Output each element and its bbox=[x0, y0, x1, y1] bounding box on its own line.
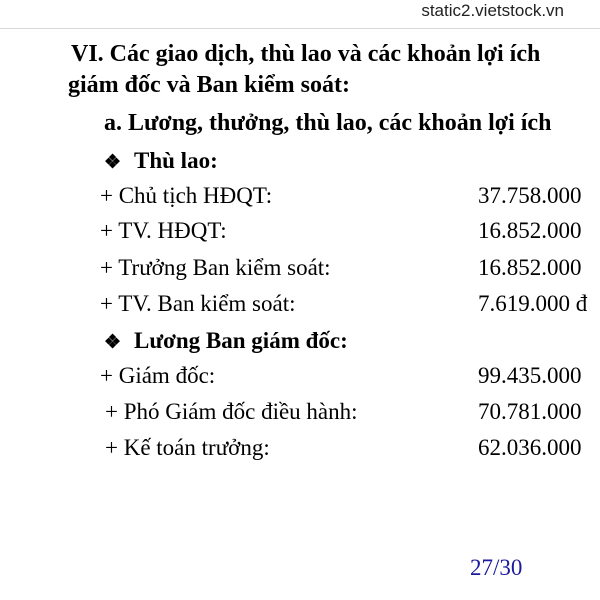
salary-row-value: 70.781.000 bbox=[478, 399, 582, 424]
subsection-title: a. Lương, thưởng, thù lao, các khoản lợi ích bbox=[104, 110, 552, 136]
remuneration-heading bbox=[104, 147, 218, 177]
section-title-line1: VI. Các giao dịch, thù lao và các khoản lợi ích bbox=[71, 41, 541, 67]
remuneration-row-value: 16.852.000 bbox=[478, 218, 582, 243]
remuneration-row-value: 7.619.000 đ bbox=[478, 291, 588, 316]
diamond-bullet-icon: ❖ bbox=[104, 332, 122, 353]
remuneration-row-label: + Trưởng Ban kiểm soát: bbox=[100, 255, 331, 280]
section-title-line2: giám đốc và Ban kiểm soát: bbox=[68, 72, 350, 98]
salary-row-label: + Phó Giám đốc điều hành: bbox=[105, 399, 358, 424]
remuneration-row-label: + TV. HĐQT: bbox=[100, 218, 227, 243]
diamond-bullet-icon: ❖ bbox=[104, 152, 122, 173]
page-number: 27/30 bbox=[470, 555, 523, 580]
salary-row-label: + Kế toán trưởng: bbox=[105, 435, 270, 460]
remuneration-row-label: + TV. Ban kiểm soát: bbox=[100, 291, 296, 316]
remuneration-row-label: + Chủ tịch HĐQT: bbox=[100, 183, 273, 208]
remuneration-row-value: 16.852.000 bbox=[478, 255, 582, 280]
salary-row-value: 99.435.000 bbox=[478, 363, 582, 388]
remuneration-title: Thù lao: bbox=[134, 148, 218, 173]
salary-row-label: + Giám đốc: bbox=[100, 363, 216, 388]
salary-heading bbox=[104, 327, 348, 357]
browser-url-bar[interactable] bbox=[0, 0, 600, 29]
url-text[interactable]: static2.vietstock.vn bbox=[421, 1, 564, 20]
salary-title: Lương Ban giám đốc: bbox=[134, 328, 348, 353]
remuneration-row-value: 37.758.000 bbox=[478, 183, 582, 208]
salary-row-value: 62.036.000 bbox=[478, 435, 582, 460]
